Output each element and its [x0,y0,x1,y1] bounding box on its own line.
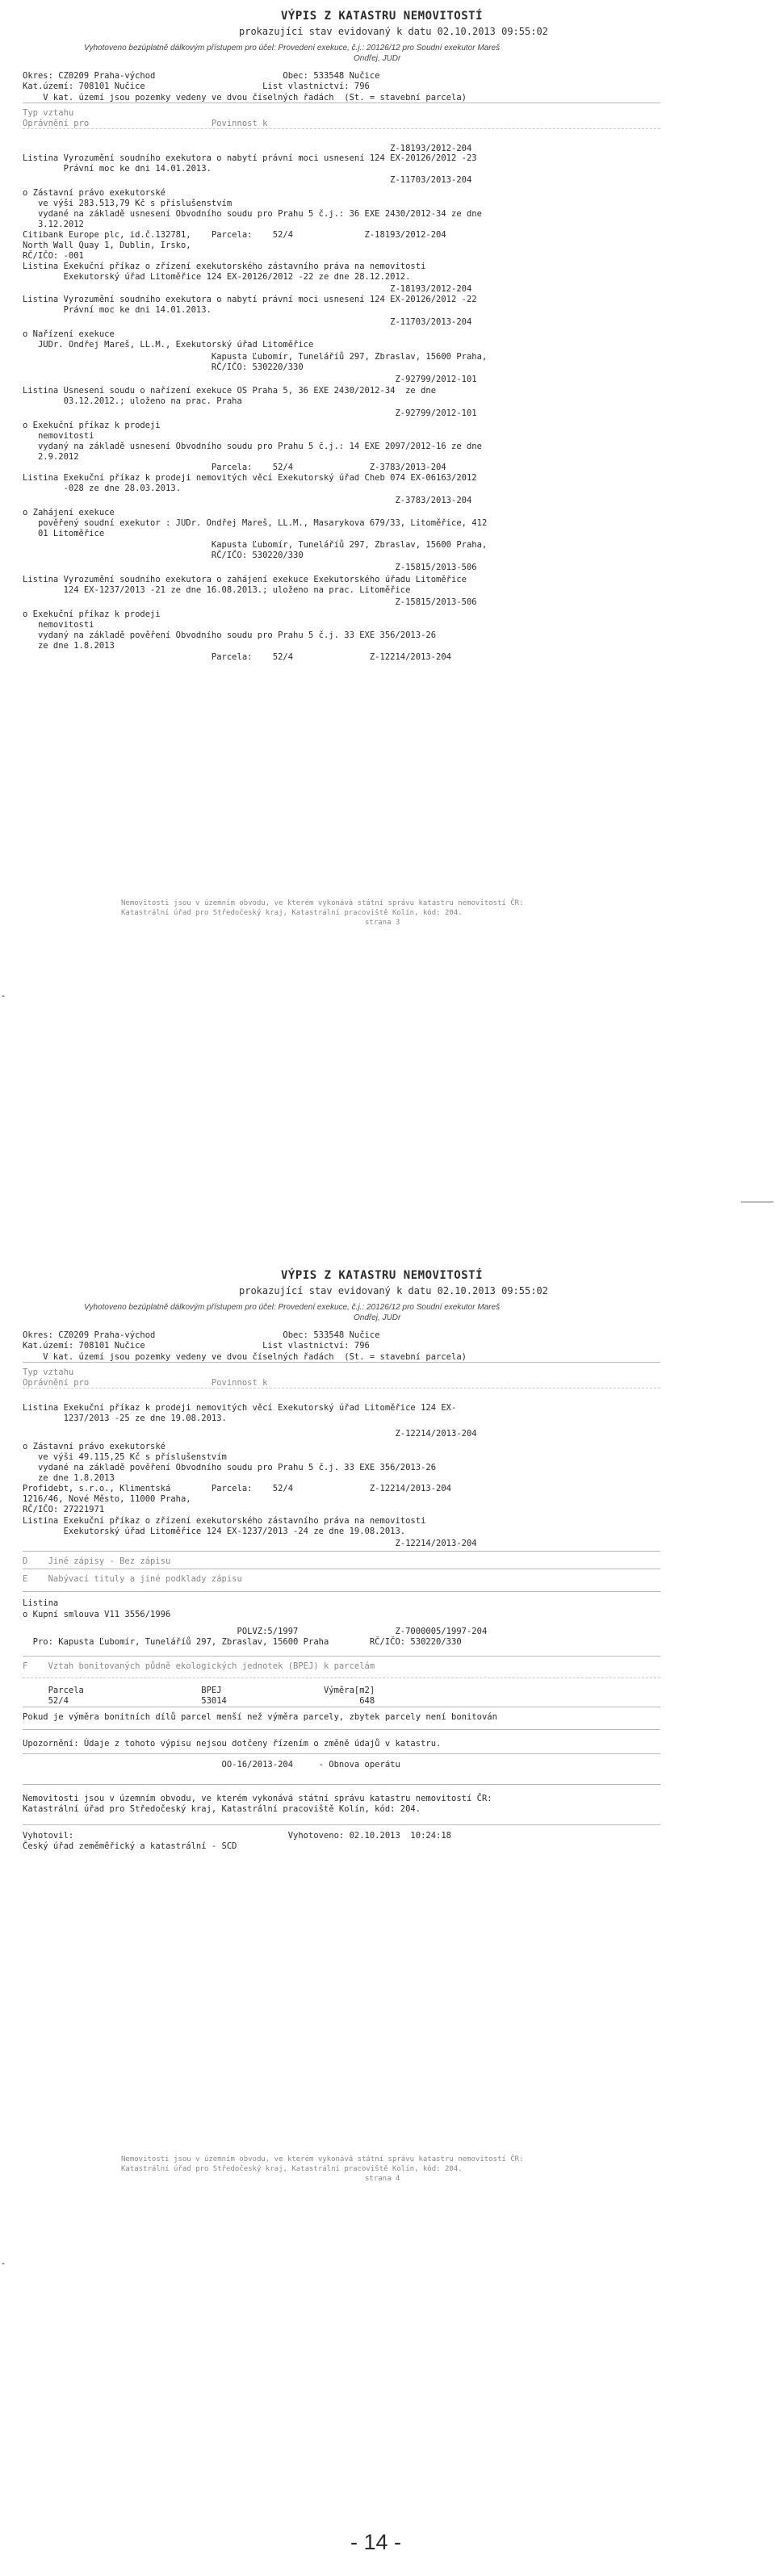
page1-line-13: Citibank Europe plc, id.č.132781, Parcela: 52/4 Z-18193/2012-204 [23,230,446,240]
page2-line-14: RČ/IČO: 27221971 [23,1505,105,1514]
page-1-subtitle: prokazující stav evidovaný k datu 02.10.2013 09:55:02 [239,26,548,37]
page2-line-26: 52/4 53014 648 [23,1696,375,1706]
page1-line-9: o Zástavní právo exekutorské [23,188,166,198]
page2-line-20: Listina [23,1598,59,1608]
page2-line-10: vydané na základě pověření Obvodního soudu pro Prahu 5 č.j. 33 EXE 356/2013-26 [23,1463,437,1472]
page1-line-15: RČ/IČO: -001 [23,251,84,261]
page1-line-3: Typ vztahu [23,108,74,118]
page1-line-11: vydané na základě usnesení Obvodního soudu pro Prahu 5 č.j.: 36 EXE 2430/2012-34 ze dne [23,209,482,219]
page-1 [0,0,775,1001]
page-2-side-marker: - [2,2257,5,2268]
page2-line-3: Typ vztahu [23,1368,74,1377]
page-1-note-line-1: Vyhotoveno bezúplatně dálkovým přístupem pro účel: Provedení exekuce, č.j.: 20126/12 pro Soudní exekutor Mareš [84,44,501,52]
page1-line-25: RČ/IČO: 530220/330 [23,362,304,372]
page1-line-19: Listina Vyrozumění soudního exekutora o nabytí právní moci usnesení 124 EX-20126/2012 -22 [23,295,477,304]
page2-line-27: Pokud je výměra bonitních dílů parcel menší než výměra parcely, zbytek parcely není bonitován [23,1712,497,1722]
page1-line-39: pověřený soudní exekutor : JUDr. Ondřej Mareš, LL.M., Masarykova 679/33, Litoměřice, 412 [23,518,488,528]
page1-line-45: 124 EX-1237/2013 -21 ze dne 16.08.2013.; uloženo na prac. Litoměřice [23,585,411,595]
page2-rule-2 [23,1551,660,1552]
page1-line-20: Právní moc ke dni 14.01.2013. [23,305,212,315]
page-2-footer-line-1: Nemovitosti jsou v územním obvodu, ve kterém vykonává státní správu katastru nemovitostí ČR: [121,2155,524,2163]
page1-line-24: Kapusta Ľubomír, Tuneláříů 297, Zbraslav, 15600 Praha, [23,352,488,362]
page1-line-28: 03.12.2012.; uloženo na prac. Praha [23,396,242,406]
page2-line-21: o Kupní smlouva V11 3556/1996 [23,1610,171,1619]
page2-line-9: ve výši 49.115,25 Kč s příslušenstvím [23,1452,227,1462]
page2-line-22: POLVZ:5/1997 Z-7000005/1997-204 [23,1627,488,1636]
page2-line-12: Profidebt, s.r.o., Klimentská Parcela: 52/4 Z-12214/2013-204 [23,1484,452,1493]
page-2-footer-line-2: Katastrální úřad pro Středočeský kraj, Katastrální pracoviště Kolín, kód: 204. [121,2165,463,2173]
page1-line-5: Z-18193/2012-204 [23,144,472,153]
page1-line-37: Z-3783/2013-204 [23,496,472,505]
page2-rule-10 [23,1784,660,1785]
page2-line-15: Listina Exekuční příkaz o zřízení exekutorského zástavního práva na nemovitosti [23,1516,426,1526]
page2-line-30: Nemovitosti jsou v územním obvodu, ve kterém vykonává státní správu katastru nemovitostí ČR: [23,1794,492,1803]
page1-line-36: -028 ze dne 28.03.2013. [23,484,181,493]
page-2-title: VÝPIS Z KATASTRU NEMOVITOSTÍ [281,1269,484,1282]
page-2-note-line-1: Vyhotoveno bezúplatně dálkovým přístupem pro účel: Provedení exekuce, č.j.: 20126/12 pro Soudní exekutor Mareš [84,1303,501,1312]
page1-rule-1 [23,128,660,129]
page1-line-42: RČ/IČO: 530220/330 [23,551,304,560]
page-1-side-marker: - [2,990,5,1001]
page1-line-38: o Zahájení exekuce [23,508,115,517]
page1-line-50: ze dne 1.8.2013 [23,641,115,651]
page2-line-6: 1237/2013 -25 ze dne 19.08.2013. [23,1414,227,1423]
page2-line-18: D Jiné zápisy - Bez zápisu [23,1556,171,1566]
page1-line-4: Oprávnění pro Povinnost k [23,119,268,128]
page1-line-49: vydaný na základě pověření Obvodního soudu pro Prahu 5 č.j. 33 EXE 356/2013-26 [23,630,437,640]
page1-line-0: Okres: CZ0209 Praha-východ Obec: 533548 Nučice [23,71,380,81]
page1-line-34: Parcela: 52/4 Z-3783/2013-204 [23,463,446,472]
page1-line-40: 01 Litoměřice [23,529,105,538]
page2-line-25: Parcela BPEJ Výměra[m2] [23,1686,375,1695]
page2-line-31: Katastrální úřad pro Středočeský kraj, Katastrální pracoviště Kolín, kód: 204. [23,1804,421,1814]
page1-line-43: Z-15815/2013-506 [23,563,477,572]
page1-line-12: 3.12.2012 [23,220,84,229]
page1-line-21: Z-11703/2013-204 [23,317,472,327]
page1-line-47: o Exekuční příkaz k prodeji [23,609,161,619]
page2-line-23: Pro: Kapusta Ľubomír, Tuneláříů 297, Zbraslav, 15600 Praha RČ/IČO: 530220/330 [23,1637,462,1647]
page2-line-11: ze dne 1.8.2013 [23,1473,115,1483]
page1-line-6: Listina Vyrozumění soudního exekutora o nabytí právní moci usnesení 124 EX-20126/2012 -23 [23,153,477,163]
page1-line-27: Listina Usnesení soudu o nařízení exekuce OS Praha 5, 36 EXE 2430/2012-34 ze dne [23,386,437,396]
page2-line-28: Upozornění: Údaje z tohoto výpisu nejsou dotčeny řízením o změně údajů v katastru. [23,1739,442,1749]
page2-line-5: Listina Exekuční příkaz k prodeji nemovitých věcí Exekutorský úřad Litoměřice 124 EX- [23,1403,457,1413]
page-2-subtitle: prokazující stav evidovaný k datu 02.10.2013 09:55:02 [239,1285,548,1296]
page1-line-18: Z-18193/2012-204 [23,284,472,294]
page-number: - 14 - [350,2530,402,2554]
page2-rule-11 [23,1824,660,1825]
page-1-note-line-2: Ondřej, JUDr [354,54,401,63]
page1-line-31: nemovitosti [23,431,94,441]
page-2-note-line-2: Ondřej, JUDr [354,1313,401,1322]
page2-line-19: E Nabývací tituly a jiné podklady zápisu [23,1574,242,1584]
page2-line-33: Český úřad zeměměřický a katastrální - SCD [23,1841,237,1851]
page1-line-22: o Nařízení exekuce [23,329,115,339]
page1-line-35: Listina Exekuční příkaz k prodeji nemovitých věcí Exekutorský úřad Cheb 074 EX-06163/2012 [23,473,477,483]
page2-line-24: F Vztah bonitovaných půdně ekologických jednotek (BPEJ) k parcelám [23,1661,375,1671]
page1-line-23: JUDr. Ondřej Mareš, LL.M., Exekutorský úřad Litoměřice [23,340,314,350]
page2-line-1: Kat.území: 708101 Nučice List vlastnictví: 796 [23,1341,370,1351]
page2-rule-8 [23,1729,660,1730]
page1-line-51: Parcela: 52/4 Z-12214/2013-204 [23,652,452,662]
page-1-title: VÝPIS Z KATASTRU NEMOVITOSTÍ [281,10,484,23]
page2-line-7: Z-12214/2013-204 [23,1429,477,1439]
page1-line-44: Listina Vyrozumění soudního exekutora o zahájení exekuce Exekutorského úřadu Litoměřice [23,575,467,584]
page2-line-16: Exekutorský úřad Litoměřice 124 EX-1237/2013 -24 ze dne 19.08.2013. [23,1527,406,1536]
page1-line-8: Z-11703/2013-204 [23,175,472,185]
page1-line-1: Kat.území: 708101 Nučice List vlastnictví: 796 [23,82,370,91]
page1-line-41: Kapusta Ľubomír, Tuneláříů 297, Zbraslav, 15600 Praha, [23,540,488,550]
page2-rule-5 [23,1656,660,1657]
page1-line-26: Z-92799/2012-101 [23,375,477,384]
page1-line-33: 2.9.2012 [23,452,79,462]
page1-line-29: Z-92799/2012-101 [23,408,477,418]
page2-line-4: Oprávnění pro Povinnost k [23,1378,268,1388]
page1-line-2: V kat. území jsou pozemky vedeny ve dvou číselných řadách (St. = stavební parcela) [23,93,467,103]
page1-line-30: o Exekuční příkaz k prodeji [23,421,161,430]
page2-line-29: OO-16/2013-204 - Obnova operátu [23,1760,400,1770]
page2-line-17: Z-12214/2013-204 [23,1539,477,1548]
page2-rule-1 [23,1388,660,1389]
page2-rule-0 [23,1362,660,1363]
page1-line-16: Listina Exekuční příkaz o zřízení exekutorského zástavního práva na nemovitosti [23,262,426,271]
page1-line-14: North Wall Quay 1, Dublin, Irsko, [23,241,191,250]
page2-line-8: o Zástavní právo exekutorské [23,1442,166,1451]
page1-line-48: nemovitosti [23,620,94,630]
page2-line-0: Okres: CZ0209 Praha-východ Obec: 533548 Nučice [23,1330,380,1340]
page1-line-32: vydaný na základě usnesení Obvodního soudu pro Prahu 5 č.j.: 14 EXE 2097/2012-16 ze dne [23,442,482,451]
page2-line-32: Vyhotovil: Vyhotoveno: 02.10.2013 10:24:18 [23,1831,452,1841]
page2-rule-9 [23,1753,660,1754]
page1-line-10: ve výši 283.513,79 Kč s příslušenstvím [23,199,232,208]
page1-line-7: Právní moc ke dni 14.01.2013. [23,164,212,174]
page2-rule-4 [23,1591,660,1592]
page-2-footer-line-3: strana 4 [365,2175,400,2183]
page-1-footer-line-2: Katastrální úřad pro Středočeský kraj, Katastrální pracoviště Kolín, kód: 204. [121,909,463,917]
page-2 [0,1259,775,2325]
page2-line-2: V kat. území jsou pozemky vedeny ve dvou číselných řadách (St. = stavební parcela) [23,1352,467,1362]
page1-line-17: Exekutorský úřad Litoměřice 124 EX-20126/2012 -22 ze dne 28.12.2012. [23,272,411,282]
page-1-footer-line-1: Nemovitosti jsou v územním obvodu, ve kterém vykonává státní správu katastru nemovitostí ČR: [121,899,524,907]
page1-line-46: Z-15815/2013-506 [23,597,477,607]
page-separator-mark [741,1201,773,1203]
page2-line-13: 1216/46, Nové Město, 11000 Praha, [23,1494,191,1504]
page-1-footer-line-3: strana 3 [365,919,400,927]
